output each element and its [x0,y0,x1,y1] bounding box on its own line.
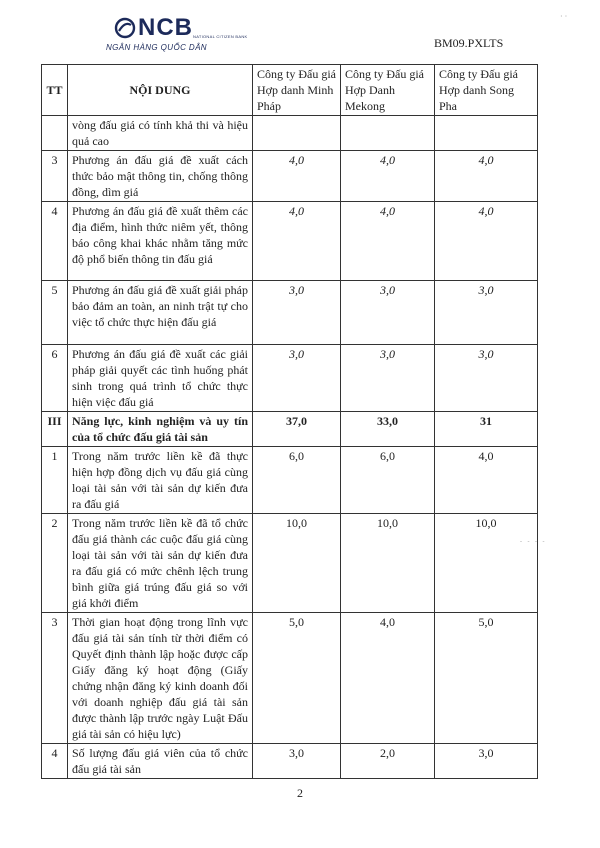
score-company-3: 4,0 [435,202,538,281]
score-company-2: 3,0 [341,281,435,345]
table-row [42,613,538,744]
table-row [42,116,538,151]
ncb-logo [100,14,260,60]
score-company-1: 10,0 [253,514,341,613]
row-tt: 3 [42,151,68,202]
score-company-2: 4,0 [341,151,435,202]
section-title: Năng lực, kinh nghiệm và uy tín của tổ chức đấu giá tài sản [68,412,253,447]
score-company-2: 2,0 [341,744,435,779]
score-company-3: 3,0 [435,345,538,412]
score-company-1: 3,0 [253,744,341,779]
score-company-2: 4,0 [341,202,435,281]
row-content: Phương án đấu giá đề xuất thêm các địa điểm, hình thức niêm yết, thông báo công khai khác nhằm tăng mức độ phổ biến thông tin đấu giá [68,202,253,281]
header-company-2: Công ty Đấu giá Hợp Danh Mekong [341,65,435,116]
row-content: Phương án đấu giá đề xuất giải pháp bảo đảm an toàn, an ninh trật tự cho việc tổ chức thực hiện đấu giá [68,281,253,345]
scan-dash: - - - - [520,539,547,545]
section-row [42,412,538,447]
score-company-2: 10,0 [341,514,435,613]
score-company-3: 3,0 [435,281,538,345]
score-company-3: 4,0 [435,151,538,202]
section-score-company-3: 31 [435,412,538,447]
section-tt: III [42,412,68,447]
row-tt: 6 [42,345,68,412]
score-company-1: 3,0 [253,345,341,412]
table-row [42,281,538,345]
evaluation-table [41,64,538,779]
score-company-1: 6,0 [253,447,341,514]
score-company-3 [435,116,538,151]
table-row [42,345,538,412]
score-company-3: 3,0 [435,744,538,779]
row-tt: 2 [42,514,68,613]
page-header [0,0,600,66]
score-company-2 [341,116,435,151]
table-row [42,202,538,281]
row-tt: 5 [42,281,68,345]
score-company-3: 4,0 [435,447,538,514]
row-content: vòng đấu giá có tính khả thi và hiệu quả cao [68,116,253,151]
row-tt: 1 [42,447,68,514]
form-code: BM09.PXLTS [434,36,504,50]
row-content: Phương án đấu giá đề xuất cách thức bảo mật thông tin, chống thông đồng, dìm giá [68,151,253,202]
header-content: NỘI DUNG [68,65,253,116]
score-company-3: 5,0 [435,613,538,744]
score-company-1: 5,0 [253,613,341,744]
score-company-1: 3,0 [253,281,341,345]
header-company-3: Công ty Đấu giá Hợp danh Song Pha [435,65,538,116]
table-row [42,447,538,514]
page-number: 2 [297,786,303,800]
table-header-row [42,65,538,116]
score-company-2: 4,0 [341,613,435,744]
section-score-company-2: 33,0 [341,412,435,447]
ncb-logo-icon [114,17,136,39]
header-tt: TT [42,65,68,116]
row-content: Thời gian hoạt động trong lĩnh vực đấu giá tài sản tính từ thời điểm có Quyết định thành lập hoặc được cấp Giấy đăng ký hoạt động (Giấy chứng nhận đăng ký kinh doanh đối với doanh nghiệp đấu giá tài sản được thành lập trước ngày Luật Đấu giá tài sản có hiệu lực) [68,613,253,744]
row-tt: 3 [42,613,68,744]
row-content: Trong năm trước liền kề đã thực hiện hợp đồng dịch vụ đấu giá cùng loại tài sản với tài sản dự kiến đưa ra đấu giá [68,447,253,514]
row-tt: 4 [42,744,68,779]
row-tt [42,116,68,151]
score-company-2: 6,0 [341,447,435,514]
table-row [42,151,538,202]
row-tt: 4 [42,202,68,281]
score-company-1: 4,0 [253,202,341,281]
score-company-2: 3,0 [341,345,435,412]
score-company-3: 10,0 [435,514,538,613]
score-company-1: 4,0 [253,151,341,202]
section-score-company-1: 37,0 [253,412,341,447]
logo-text: NCB [138,14,193,41]
header-company-1: Công ty Đấu giá Hợp danh Minh Pháp [253,65,341,116]
logo-bank-name: NGÂN HÀNG QUỐC DÂN [106,43,207,52]
score-company-1 [253,116,341,151]
scan-mark: · · [560,12,568,21]
row-content: Số lượng đấu giá viên của tổ chức đấu giá tài sản [68,744,253,779]
row-content: Trong năm trước liền kề đã tổ chức đấu giá thành các cuộc đấu giá cùng loại tài sản với tài sản dự kiến đưa ra đấu giá có mức chênh lệch trung bình giữa giá trúng đấu giá so với giá khởi điểm [68,514,253,613]
logo-subtitle: NATIONAL CITIZEN BANK [193,34,248,39]
table-row [42,514,538,613]
row-content: Phương án đấu giá đề xuất các giải pháp giải quyết các tình huống phát sinh trong quá trình tổ chức thực hiện việc đấu giá [68,345,253,412]
table-row [42,744,538,779]
